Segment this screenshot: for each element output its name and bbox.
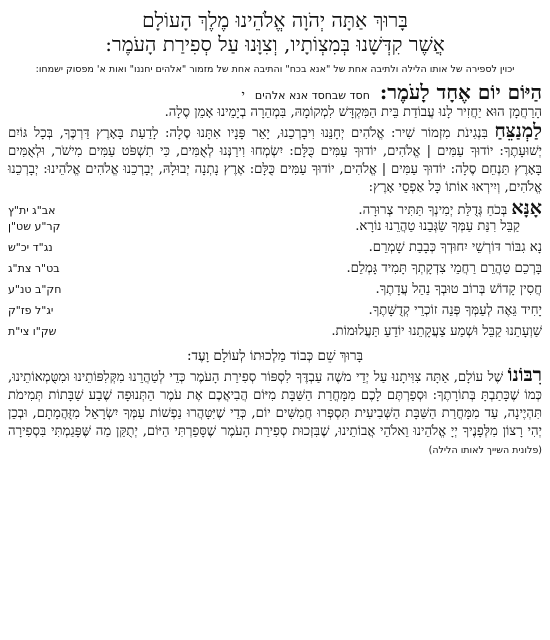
ana-line-acronym: קר"ע שט"ן — [8, 220, 61, 233]
ana-line-text: נָא גִבּוֹר דּוֹרְשֵׁי יִחוּדְךָ כְּבָבַת שָׁמְרֵם. — [368, 240, 542, 255]
ana-line-acronym: יג"ל פז"ק — [8, 304, 54, 317]
ana-bekoach-line — [8, 197, 542, 218]
ana-line-acronym: שק"ו צי"ת — [8, 325, 57, 338]
harachaman-paragraph: הָרַחֲמָן הוּא יַחֲזִיר לָנוּ עֲבוֹדַת בֵּית הַמִּקְדָּשׁ לִמְקוֹמָהּ, בִּמְהֵרָה בְיָמֵינוּ אָמֵן סֶלָה. — [164, 105, 542, 120]
ana-line-text: בָּרְכֵם טַהֲרֵם רַחֲמֵי צִדְקָתְךָ תָּמִיד גָּמְלֵם. — [346, 261, 542, 276]
ana-line-acronym: חק"ב טנ"ע — [8, 283, 62, 296]
ana-bekoach-line — [8, 260, 542, 281]
blessing-line-1: בָּרוּךְ אַתָּה יְהֹוָה אֱלֹהֵינוּ מֶלֶךְ הָעוֹלָם — [142, 8, 408, 32]
ana-line-text: שַׁוְעָתֵנוּ קַבֵּל וּשְׁמַע צַעֲקָתֵנוּ יוֹדֵעַ תַּעֲלוּמוֹת. — [331, 324, 542, 339]
day-count-line — [8, 80, 542, 104]
baruch-shem-line: בָּרוּךְ שֵׁם כְּבוֹד מַלְכוּתוֹ לְעוֹלָם וָעֶד: — [186, 348, 364, 364]
blessing-line-2: אֲשֶׁר קִדְּשָׁנוּ בְּמִצְוֹתָיו, וְצִוָּנוּ עַל סְפִירַת הָעֹמֶר: — [105, 32, 445, 56]
ana-bekoach-line — [8, 302, 542, 323]
ribono-paragraph — [8, 366, 542, 460]
intro-instruction: יכוין לספירה של אותו הלילה ולתיבה אחת של "אנא בכח" והתיבה אחת של מזמור "אלהים יחננו" ואות א' מפסוק ישמחו: — [35, 64, 515, 75]
ana-opening-word: אָנָּא — [511, 197, 542, 219]
psalm-opening-word: לַמְנַצֵּחַ — [494, 120, 542, 142]
ana-bekoach-section — [8, 197, 542, 344]
ana-line-acronym: נג"ד יכ"ש — [8, 241, 53, 254]
ribono-note: (פלונית השייך לאותו הלילה) — [428, 445, 542, 456]
day-letter: י — [241, 88, 245, 103]
ana-bekoach-line — [8, 281, 542, 302]
ana-bekoach-line — [8, 323, 542, 344]
ana-bekoach-line — [8, 239, 542, 260]
ribono-opening-word: רִבּוֹנוֹ — [507, 364, 542, 386]
psalm-67-paragraph — [8, 122, 542, 197]
ana-line-text: יָחִיד גֵּאֶה לְעַמְּךָ פְּנֵה זוֹכְרֵי קְדֻשָּׁתֶךָ. — [368, 303, 542, 318]
ana-line-text: בְּכֹחַ גְּדֻלַּת יְמִינְךָ תַּתִּיר צְרוּרָה. — [358, 203, 512, 218]
day-count-title: הַיּוֹם יוֹם אֶחָד לָעֹמֶר: — [379, 80, 542, 104]
ana-line-acronym: אב"ג ית"ץ — [8, 204, 56, 217]
ana-line-acronym: בט"ר צת"ג — [8, 262, 60, 275]
ribono-text: שֶׁל עוֹלָם, אַתָּה צִוִּיתָנוּ עַל יְדֵי משֶׁה עַבְדֶּךָ לִסְפּוֹר סְפִירַת הָעֹמֶר כְּדֵי לְטַהֲרֵנוּ מִקְּלִפּוֹתֵינוּ וּמִטֻּמְאוֹתֵינוּ, כְּמוֹ שֶׁכָּתַבְתָּ בְּתוֹרָתֶךָ: וּסְפַרְתֶּם לָכֶם מִמָּחֳרַת הַשַּׁבָּת מִיּוֹם הֲבִיאֲכֶם אֶת עֹמֶר הַתְּנוּפָה שֶׁבַע שַׁבָּתוֹת תְּמִימֹת תִּהְיֶינָה, עַד מִמָּחֳרַת הַשַּׁבָּת הַשְּׁבִיעִית תִּסְפְּרוּ חֲמִשִּׁים יוֹם, כְּדֵי שֶׁיִּטָּהֲרוּ נַפְשׁוֹת עַמְּךָ יִשְׂרָאֵל מִזֻּהֲמָתָם, וּבְכֵן יְהִי רָצוֹן מִלְּפָנֶיךָ יְיָ אֱלֹהֵינוּ וֵאלֹהֵי אֲבוֹתֵינוּ, שֶׁבִּזְכוּת סְפִירַת הָעֹמֶר שֶׁסָּפַרְתִּי הַיּוֹם, יְתֻקַּן מַה שֶּׁפָּגַמְתִּי בִּסְפִירָה — [8, 370, 542, 439]
ana-line-text: חֲסִין קָדוֹשׁ בְּרוֹב טוּבְךָ נַהֵל עֲדָתֶךָ. — [375, 282, 542, 297]
ana-line-text: קַבֵּל רִנַּת עַמְּךָ שַׂגְּבֵנוּ טַהֲרֵנוּ נוֹרָא. — [355, 219, 520, 234]
ana-bekoach-line — [8, 218, 542, 239]
psalm-text: בִּנְגִינֹת מִזְמוֹר שִׁיר: אֱלֹהִים יְחָנֵּנוּ וִיבָרְכֵנוּ, יָאֵר פָּנָיו אִתָּנוּ סֶלָה: לָדַעַת בָּאָרֶץ דַּרְכֶּךָ, בְּכָל גּוֹיִם יְשׁוּעָתֶךָ: יוֹדוּךָ עַמִּים | אֱלֹהִים, יוֹדוּךָ עַמִּים כֻּלָּם: יִשְׂמְחוּ וִירַנְּנוּ לְאֻמִּים, כִּי תִשְׁפֹּט עַמִּים מִישֹׁר, וּלְאֻמִּים בָּאָרֶץ תַּנְחֵם סֶלָה: יוֹדוּךָ עַמִּים | אֱלֹהִים, יוֹדוּךָ עַמִּים כֻּלָּם: אֶרֶץ נָתְנָה יְבוּלָהּ, יְבָרְכֵנוּ אֱלֹהִים אֱלֹהֵינוּ: יְבָרְכֵנוּ אֱלֹהִים, וְיִירְאוּ אוֹתוֹ כָּל אַפְסֵי אָרֶץ: — [8, 126, 542, 195]
day-attributes: חסד שבחסד אנא אלהים — [254, 89, 370, 102]
